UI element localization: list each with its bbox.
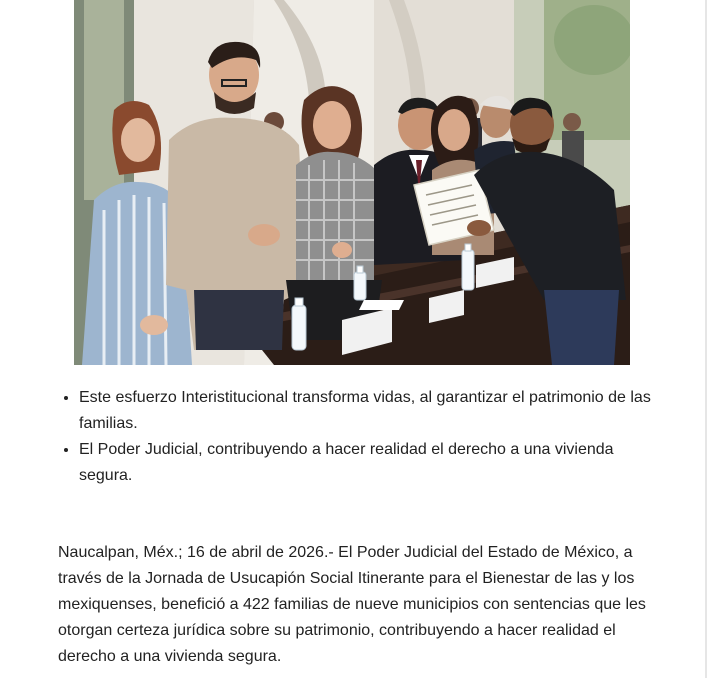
list-item: • El Poder Judicial, contribuyendo a hacer realidad el derecho a una vivienda segura. [79, 437, 669, 489]
article-paragraph: Naucalpan, Méx.; 16 de abril de 2026.- El Poder Judicial del Estado de México, a través de la Jornada de Usucapión Social Itinerante para el Bienestar de las y los mexiquenses, benefició a 422 familias de nueve municipios con sentencias que les otorgan certeza jurídica sobre su patrimonio, contribuyendo a hacer realidad el derecho a una vivienda segura. [58, 544, 646, 665]
list-item: • Este esfuerzo Interistitucional transforma vidas, al garantizar el patrimonio de las familias. [79, 385, 669, 437]
event-photo[interactable] [74, 0, 630, 365]
event-photo-illustration [74, 0, 630, 365]
highlights-list [56, 385, 669, 489]
